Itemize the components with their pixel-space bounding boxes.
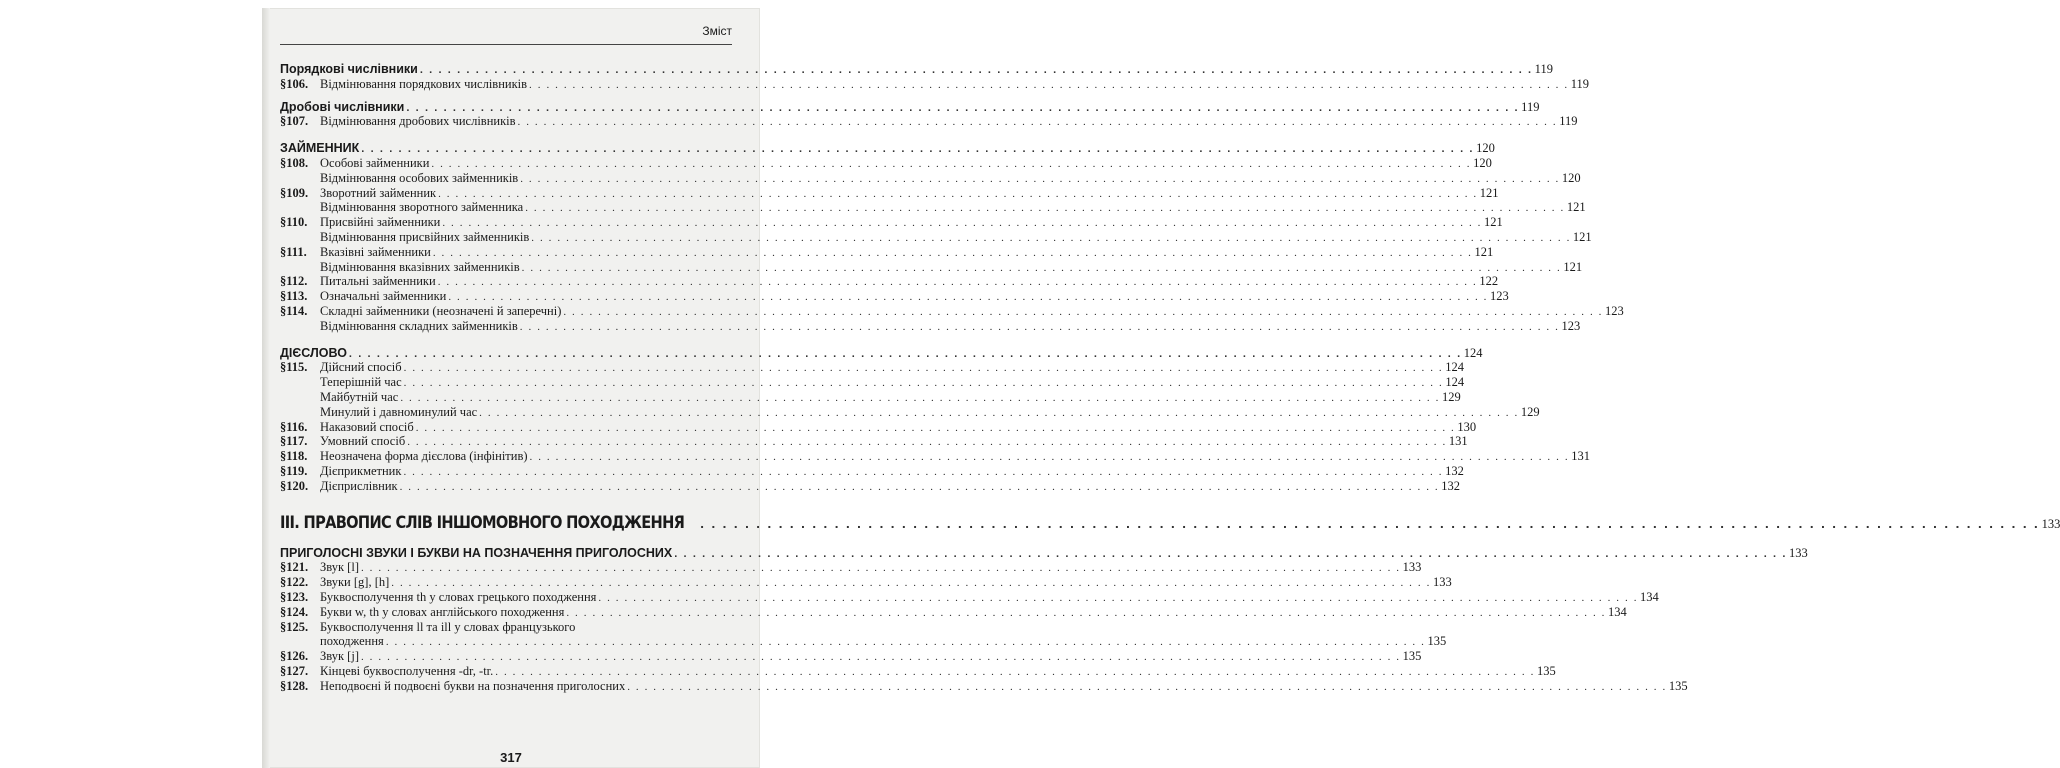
toc-leader-dots: . . . . . . . . . . . . . . . . . . . . . . . . . . . . . . . . . . . . . . . . . . . . . . . . . . . . . . . . . . . . . . . . . . . . . . . . . . . . . . . . . . . . . . . . . . . . . . . . . . . . . . . . . . . . . . . . . . . . . . . . [525,202,1565,215]
toc-entry-title: походження [320,634,384,649]
toc-entry[interactable] [280,389,1461,405]
toc-entry-title: Неозначена форма дієслова (інфінітив) [320,449,528,464]
toc-entry-title: Відмінювання особових займенників [320,170,519,185]
toc-page-number: 121 [1566,200,1586,215]
toc-entry[interactable] [280,449,1590,464]
toc-paragraph-number: §121. [280,560,309,575]
toc-leader-dots: . . . . . . . . . . . . . . . . . . . . . . . . . . . . . . . . . . . . . . . . . . . . . . . . . . . . . . . . . . . . . . . . . . . . . . . . . . . . . . . . . . . . . . . . . . . . . . . . . . . . . . . . . . . . . . . . . . . . . . . . [415,421,1456,434]
toc-entry-title: Звуки [g], [h] [320,575,390,590]
toc-paragraph-number: §116. [280,419,308,434]
toc-section-heading[interactable] [280,345,1483,361]
toc-paragraph-number: §113. [280,289,308,304]
toc-page-number: 121 [1563,259,1583,274]
toc-entry[interactable] [280,229,1592,245]
toc-leader-dots: . . . . . . . . . . . . . . . . . . . . . . . . . . . . . . . . . . . . . . . . . . . . . . . . . . . . . . . . . . . . . . . . . . . . . . . . . . . . . . . . . . . . . . . . . . . . . . . . . . . . . . . . . . . . . . . . . . . . . . . . [385,636,1426,649]
toc-entry[interactable] [280,375,1465,390]
toc-leader-dots: . . . . . . . . . . . . . . . . . . . . . . . . . . . . . . . . . . . . . . . . . . . . . . . . . . . . . . . . . . . . . . . . . . . . . . . . . . . . . . . . . . . . . . . . . . . . . . . . . . . . . . . . . . . . . . . . . . . . . . . . [406,101,1520,114]
toc-entry[interactable] [280,259,1583,275]
toc-entry[interactable] [280,360,1465,375]
toc-page-number: 131 [1448,434,1468,449]
running-head: Зміст [702,24,732,38]
toc-paragraph-number: §124. [280,604,309,619]
toc-leader-dots: . . . . . . . . . . . . . . . . . . . . . . . . . . . . . . . . . . . . . . . . . . . . . . . . . . . . . . . . . . . . . . . . . . . . . . . . . . . . . . . . . . . . . . . . . . . . . . . . . . . . . . . . . . . . . . . . . . . . . . . . [419,64,1533,76]
toc-entry-title: Складні займенники (неозначені й заперечні) [320,303,562,318]
toc-entry-title: ПРИГОЛОСНІ ЗВУКИ І БУКВИ НА ПОЗНАЧЕННЯ ПРИГОЛОСНИХ [280,545,673,560]
toc-entry[interactable] [280,575,1452,590]
toc-page-number: 129 [1441,389,1461,404]
toc-paragraph-number: §111. [280,244,307,259]
toc-paragraph-number: §109. [280,185,309,200]
toc-entry[interactable] [280,434,1468,449]
toc-part-title: III. ПРАВОПИС СЛІВ ІНШОМОВНОГО ПОХОДЖЕННЯ [280,512,685,533]
toc-entry[interactable] [280,463,1464,479]
toc-section-heading[interactable] [280,62,1553,77]
toc-entry-title: Присвійні займенники [320,215,441,230]
toc-entry-title: Питальні займенники [320,274,436,289]
toc-leader-dots: . . . . . . . . . . . . . . . . . . . . . . . . . . . . . . . . . . . . . . . . . . . . . . . . . . . . . . . . . . . . . . . . . . . . . . . . . . . . . . . . . . . . . . . . . . . . . . . . . . . . . . . . . . . . . . . . . . . . . . . . [407,436,1447,449]
toc-leader-dots: . . . . . . . . . . . . . . . . . . . . . . . . . . . . . . . . . . . . . . . . . . . . . . . . . . . . . . . . . . . . . . . . . . . . . . . . . . . . . . . . . . . . . . . . . . . . . . . . . . . . . . . . . . . . . . . . . . . . . . . . [521,261,1562,274]
toc-group-pronoun [280,141,1624,333]
toc-leader-dots: . . . . . . . . . . . . . . . . . . . . . . . . . . . . . . . . . . . . . . . . . . . . . . . . . . . . . . . . . . . . . . . . . . . . . . . . . . . . . . . . . . . . . . . . . . . . . . . . . . . . . . . . . . . . . . . . . . . . . . . . [360,562,1401,575]
toc-entry-title: Теперішній час [320,375,402,390]
toc-leader-dots: . . . . . . . . . . . . . . . . . . . . . . . . . . . . . . . . . . . . . . . . . . . . . . . . . . . . . . . . . . . . . . . . . . . . . . . . . . . . . . . . . . . . . . . . . . . . . . . . . . . . . . . . . . . . . . . . . . . . . . . . [442,217,1482,230]
toc-paragraph-number: §107. [280,114,309,129]
toc-page-number: 133 [1402,560,1422,575]
toc-entry-title: Зворотний займенник [320,185,437,200]
toc-paragraph-number: §126. [280,649,309,664]
toc-entry[interactable] [280,620,732,635]
toc-entry[interactable] [280,215,1503,230]
toc-leader-dots: . . . . . . . . . . . . . . . . . . . . . . . . . . . . . . . . . . . . . . . . . . . . . . . . . . . . . . . . . . . . . . . . . . . . . . . . . . . . . . . . . . . . . . . . . . . . . . . . . . . . . . . . . . . . . . . . . . . . . . . . [520,172,1560,185]
toc-entry-title: Відмінювання вказівних займенників [320,259,520,274]
toc-entry[interactable] [280,649,1422,664]
toc-entry-title: Неподвоєні й подвоєні букви на позначення приголосних [320,678,626,693]
toc-page-number: 129 [1520,404,1540,419]
toc-entry[interactable] [280,289,1509,304]
toc-leader-dots: . . . . . . . . . . . . . . . . . . . . . . . . . . . . . . . . . . . . . . . . . . . . . . . . . . . . . . . . . . . . . . . . . . . . . . . . . . . . . . . . . . . . . . . . . . . . . . . . . . . . . . . . . . . . . . . . . . . . . . . . [432,246,1473,259]
toc-paragraph-number: §125. [280,619,309,634]
toc-group-consonants [280,545,1808,694]
toc-entry-title: Вказівні займенники [320,244,431,259]
toc-leader-dots: . . . . . . . . . . . . . . . . . . . . . . . . . . . . . . . . . . . . . . . . . . . . . . . . . . . . . . . . . . . . . . . . . . . . . . . . . . . . . . . . . . . . . . . . . . . . . . . . . . . . . . . . . . . . . . . . . . . . . . . . [563,305,1604,318]
toc-entry-title: Відмінювання порядкових числівників [320,76,528,91]
toc-leader-dots: . . . . . . . . . . . . . . . . . . . . . . . . . . . . . . . . . . . . . . . . . . . . . . . . . . . . . . . . . . . . . . . . . . . . . . . . . . . . . . . . . . . . . . . . . . . . . . . . . . . . . . . . . . . . . . . . . . . . . . . . [448,291,1488,304]
toc-entry[interactable] [280,663,1556,679]
toc-entry[interactable] [280,114,1578,129]
toc-page-number: 132 [1445,463,1464,478]
toc-leader-dots: . . . . . . . . . . . . . . . . . . . . . . . . . . . . . . . . . . . . . . . . . . . . . . . . . . . . . . . . . . . . . . . . . . . . . . . . . . . . . . . . . . . . . . . . . . . . . . . . . . . . . . . . . . . . . . . . . . . . . . . . [529,78,1569,91]
toc-entry-title: Особові займенники [320,155,430,170]
toc-entry-title: Звук [j] [320,649,359,664]
toc-entry-title: Порядкові числівники [280,62,418,76]
toc-page-number: 135 [1402,649,1422,664]
toc-page-number: 119 [1534,62,1553,76]
toc-entry[interactable] [280,318,1581,334]
toc-entry-title: Звук [l] [320,560,359,575]
toc-entry[interactable] [280,200,1586,215]
toc-entry-title: Наказовий спосіб [320,419,414,434]
toc-leader-dots: . . . . . . . . . . . . . . . . . . . . . . . . . . . . . . . . . . . . . . . . . . . . . . . . . . . . . . . . . . . . . . . . . . . . . . . . . . . . . . . . . . . . . . . . . . . . . . . . . . . . . . . . . . . . . . . . . . . . . . . . [361,143,1475,156]
toc-page-number: 133 [2041,516,2060,531]
toc-entry[interactable] [280,478,1461,494]
toc-leader-dots: . . . . . . . . . . . . . . . . . . . . . . . . . . . . . . . . . . . . . . . . . . . . . . . . . . . . . . . . . . . . . . . . . . . . . . . . . . . . . . . . . . . . . . . . . . . . . . . . . . . . . . . . . . . . . . . . . . . . . . . . [479,406,1519,419]
toc-entry[interactable] [280,560,1422,575]
toc-page-number: 124 [1445,360,1465,375]
toc-leader-dots: . . . . . . . . . . . . . . . . . . . . . . . . . . . . . . . . . . . . . . . . . . . . . . . . . . . . . . . . . . . . . . . . . . . . . . . . . . . . . . . . . . . . . . . . . . . . . . . . . . . . . . . . . . . . . . . . . . . . . . . . [674,547,1788,560]
toc-paragraph-number: §119. [280,463,308,478]
toc-page-number: 123 [1605,303,1624,318]
toc-entry[interactable] [280,155,1492,171]
toc-entry-title: Майбутній час [320,389,399,404]
toc-paragraph-number: §123. [280,589,309,604]
toc-entry[interactable] [280,678,1688,694]
toc-paragraph-number: §112. [280,274,308,289]
toc-entry[interactable] [280,604,1627,620]
toc-page-number: 122 [1479,274,1499,289]
toc-leader-dots: . . . . . . . . . . . . . . . . . . . . . . . . . . . . . . . . . . . . . . . . . . . . . . . . . . . . . . . . . . . . . . . . . . . . . . . . . . . . . . . . . . . . . . . . . . . . . . . . . . . . . . . . . . . . . . . . . . . . . . . . [400,391,1440,404]
toc-paragraph-number: §122. [280,575,309,590]
toc-leader-dots: . . . . . . . . . . . . . . . . . . . . . . . . . . . . . . . . . . . . . . . . . . . . . . . . . . . . . . . . . . . . . . . . . . . . . . . . . . . . . . . . . . . . . . . . . . . . . . . . . . . . . . . . . . . . . . . . . . . . . . . . [495,665,1535,678]
toc-page-number: 134 [1640,589,1659,604]
toc-entry[interactable] [280,634,1447,649]
toc-leader-dots: . . . . . . . . . . . . . . . . . . . . . . . . . . . . . . . . . . . . . . . . . . . . . . . . . . . . . . . . . . . . . . . . . . . . . . . . . . . . . . . . . . . . . . . . . . . . . . . . . . . . . . . . . . . . . . . . . . . . . . . . [700,517,2040,531]
page-spine [262,8,270,768]
toc-leader-dots: . . . . . . . . . . . . . . . . . . . . . . . . . . . . . . . . . . . . . . . . . . . . . . . . . . . . . . . . . . . . . . . . . . . . . . . . . . . . . . . . . . . . . . . . . . . . . . . . . . . . . . . . . . . . . . . . . . . . . . . . [627,680,1667,693]
toc-entry-title: Відмінювання складних займенників [320,318,518,333]
toc-leader-dots: . . . . . . . . . . . . . . . . . . . . . . . . . . . . . . . . . . . . . . . . . . . . . . . . . . . . . . . . . . . . . . . . . . . . . . . . . . . . . . . . . . . . . . . . . . . . . . . . . . . . . . . . . . . . . . . . . . . . . . . . [391,577,1431,590]
toc-leader-dots: . . . . . . . . . . . . . . . . . . . . . . . . . . . . . . . . . . . . . . . . . . . . . . . . . . . . . . . . . . . . . . . . . . . . . . . . . . . . . . . . . . . . . . . . . . . . . . . . . . . . . . . . . . . . . . . . . . . . . . . . [360,651,1401,664]
toc-entry[interactable] [280,170,1581,186]
toc-paragraph-number: §117. [280,434,308,449]
toc-leader-dots: . . . . . . . . . . . . . . . . . . . . . . . . . . . . . . . . . . . . . . . . . . . . . . . . . . . . . . . . . . . . . . . . . . . . . . . . . . . . . . . . . . . . . . . . . . . . . . . . . . . . . . . . . . . . . . . . . . . . . . . . [348,347,1462,360]
toc-entry[interactable] [280,419,1477,435]
toc-paragraph-number: §128. [280,678,309,693]
toc-entry-title: Буквосполучення ll та ill у словах французького [320,619,576,634]
toc-page-number: 133 [1789,545,1808,560]
toc-entry-title: Дійсний спосіб [320,360,402,375]
toc-page-number: 121 [1572,229,1592,244]
toc-entry-title: Дробові числівники [280,99,405,114]
toc-page-number: 135 [1536,663,1556,678]
toc-entry-title: Означальні займенники [320,289,447,304]
toc-entry-title: Умовний спосіб [320,434,406,449]
toc-paragraph-number: §106. [280,76,309,91]
toc-paragraph-number: §110. [280,215,308,230]
toc-leader-dots: . . . . . . . . . . . . . . . . . . . . . . . . . . . . . . . . . . . . . . . . . . . . . . . . . . . . . . . . . . . . . . . . . . . . . . . . . . . . . . . . . . . . . . . . . . . . . . . . . . . . . . . . . . . . . . . . . . . . . . . . [431,157,1472,170]
toc-page-number: 120 [1476,141,1495,156]
toc-paragraph-number: §118. [280,449,308,464]
toc-page-number: 130 [1457,419,1477,434]
toc-entry-title: Дієприкметник [320,463,402,478]
toc-page-number: 124 [1463,345,1483,360]
toc-leader-dots: . . . . . . . . . . . . . . . . . . . . . . . . . . . . . . . . . . . . . . . . . . . . . . . . . . . . . . . . . . . . . . . . . . . . . . . . . . . . . . . . . . . . . . . . . . . . . . . . . . . . . . . . . . . . . . . . . . . . . . . . [438,187,1478,200]
toc-leader-dots: . . . . . . . . . . . . . . . . . . . . . . . . . . . . . . . . . . . . . . . . . . . . . . . . . . . . . . . . . . . . . . . . . . . . . . . . . . . . . . . . . . . . . . . . . . . . . . . . . . . . . . . . . . . . . . . . . . . . . . . . [517,116,1558,129]
toc-leader-dots: . . . . . . . . . . . . . . . . . . . . . . . . . . . . . . . . . . . . . . . . . . . . . . . . . . . . . . . . . . . . . . . . . . . . . . . . . . . . . . . . . . . . . . . . . . . . . . . . . . . . . . . . . . . . . . . . . . . . . . . . [519,320,1560,333]
toc-entry-title: Відмінювання зворотного займенника [320,200,524,215]
toc-leader-dots: . . . . . . . . . . . . . . . . . . . . . . . . . . . . . . . . . . . . . . . . . . . . . . . . . . . . . . . . . . . . . . . . . . . . . . . . . . . . . . . . . . . . . . . . . . . . . . . . . . . . . . . . . . . . . . . . . . . . . . . . [403,465,1444,478]
toc-page-number: 119 [1570,76,1589,91]
toc-entry-title: Відмінювання дробових числівників [320,114,516,129]
toc-page-number: 119 [1521,99,1540,114]
toc-entry[interactable] [280,244,1494,260]
toc-page-number: 120 [1561,170,1581,185]
book-page [262,8,2060,768]
toc-leader-dots: . . . . . . . . . . . . . . . . . . . . . . . . . . . . . . . . . . . . . . . . . . . . . . . . . . . . . . . . . . . . . . . . . . . . . . . . . . . . . . . . . . . . . . . . . . . . . . . . . . . . . . . . . . . . . . . . . . . . . . . . [403,362,1444,375]
toc-page-number: 121 [1479,185,1499,200]
toc-entry-title: Відмінювання присвійних займенників [320,229,530,244]
toc-entry[interactable] [280,274,1499,289]
toc-section-heading[interactable] [280,99,1540,115]
toc-page-number: 133 [1432,575,1452,590]
toc-entry-title: Кінцеві буквосполучення -dr, -tr. [320,663,494,678]
toc-section-heading[interactable] [280,141,1495,156]
toc-page-number: 132 [1441,478,1461,493]
toc-leader-dots: . . . . . . . . . . . . . . . . . . . . . . . . . . . . . . . . . . . . . . . . . . . . . . . . . . . . . . . . . . . . . . . . . . . . . . . . . . . . . . . . . . . . . . . . . . . . . . . . . . . . . . . . . . . . . . . . . . . . . . . . [403,377,1444,390]
toc-page-number: 135 [1668,678,1688,693]
toc-page-number: 134 [1608,604,1627,619]
toc-page-number: 121 [1474,244,1494,259]
toc-group-verb [280,345,1590,494]
toc-entry[interactable] [280,185,1499,201]
toc-entry-title: Букви w, th у словах англійського походження [320,604,565,619]
toc-leader-dots: . . . . . . . . . . . . . . . . . . . . . . . . . . . . . . . . . . . . . . . . . . . . . . . . . . . . . . . . . . . . . . . . . . . . . . . . . . . . . . . . . . . . . . . . . . . . . . . . . . . . . . . . . . . . . . . . . . . . . . . . [437,276,1478,289]
toc-entry[interactable] [280,303,1624,319]
toc-entry-title: ДІЄСЛОВО [280,345,347,360]
toc-entry[interactable] [280,589,1659,605]
toc-entry-title: Буквосполучення th у словах грецького походження [320,589,597,604]
toc-group-ordinal-numerals [280,62,1589,92]
toc-entry-title: Минулий і давноминулий час [320,404,478,419]
toc-page-number: 123 [1561,318,1581,333]
header-rule [280,44,732,45]
page-number: 317 [500,750,522,765]
toc-page-number: 123 [1490,289,1509,304]
toc-page-number: 131 [1571,449,1590,464]
toc-entry-title: Дієприслівник [320,478,398,493]
toc-leader-dots: . . . . . . . . . . . . . . . . . . . . . . . . . . . . . . . . . . . . . . . . . . . . . . . . . . . . . . . . . . . . . . . . . . . . . . . . . . . . . . . . . . . . . . . . . . . . . . . . . . . . . . . . . . . . . . . . . . . . . . . . [566,606,1607,619]
toc-page-number: 135 [1427,634,1447,649]
toc-entry[interactable] [280,404,1540,420]
toc-entry[interactable] [280,76,1589,92]
toc-leader-dots: . . . . . . . . . . . . . . . . . . . . . . . . . . . . . . . . . . . . . . . . . . . . . . . . . . . . . . . . . . . . . . . . . . . . . . . . . . . . . . . . . . . . . . . . . . . . . . . . . . . . . . . . . . . . . . . . . . . . . . . . [529,451,1570,464]
toc-paragraph-number: §115. [280,360,308,375]
toc-paragraph-number: §127. [280,663,309,678]
toc-section-heading[interactable] [280,545,1808,561]
toc-leader-dots: . . . . . . . . . . . . . . . . . . . . . . . . . . . . . . . . . . . . . . . . . . . . . . . . . . . . . . . . . . . . . . . . . . . . . . . . . . . . . . . . . . . . . . . . . . . . . . . . . . . . . . . . . . . . . . . . . . . . . . . . [531,231,1571,244]
toc-page-number: 124 [1445,375,1465,390]
toc-paragraph-number: §120. [280,478,309,493]
toc-group-fractional-numerals [280,99,1578,130]
toc-paragraph-number: §114. [280,303,308,318]
toc-entry-title: ЗАЙМЕННИК [280,141,360,156]
toc-leader-dots: . . . . . . . . . . . . . . . . . . . . . . . . . . . . . . . . . . . . . . . . . . . . . . . . . . . . . . . . . . . . . . . . . . . . . . . . . . . . . . . . . . . . . . . . . . . . . . . . . . . . . . . . . . . . . . . . . . . . . . . . [598,591,1639,604]
toc-paragraph-number: §108. [280,155,309,170]
table-of-contents [280,62,2060,693]
toc-page-number: 121 [1484,215,1503,230]
toc-part-heading[interactable] [280,512,2060,534]
toc-page-number: 119 [1559,114,1578,129]
toc-page-number: 120 [1473,155,1492,170]
toc-leader-dots: . . . . . . . . . . . . . . . . . . . . . . . . . . . . . . . . . . . . . . . . . . . . . . . . . . . . . . . . . . . . . . . . . . . . . . . . . . . . . . . . . . . . . . . . . . . . . . . . . . . . . . . . . . . . . . . . . . . . . . . . [399,480,1440,493]
